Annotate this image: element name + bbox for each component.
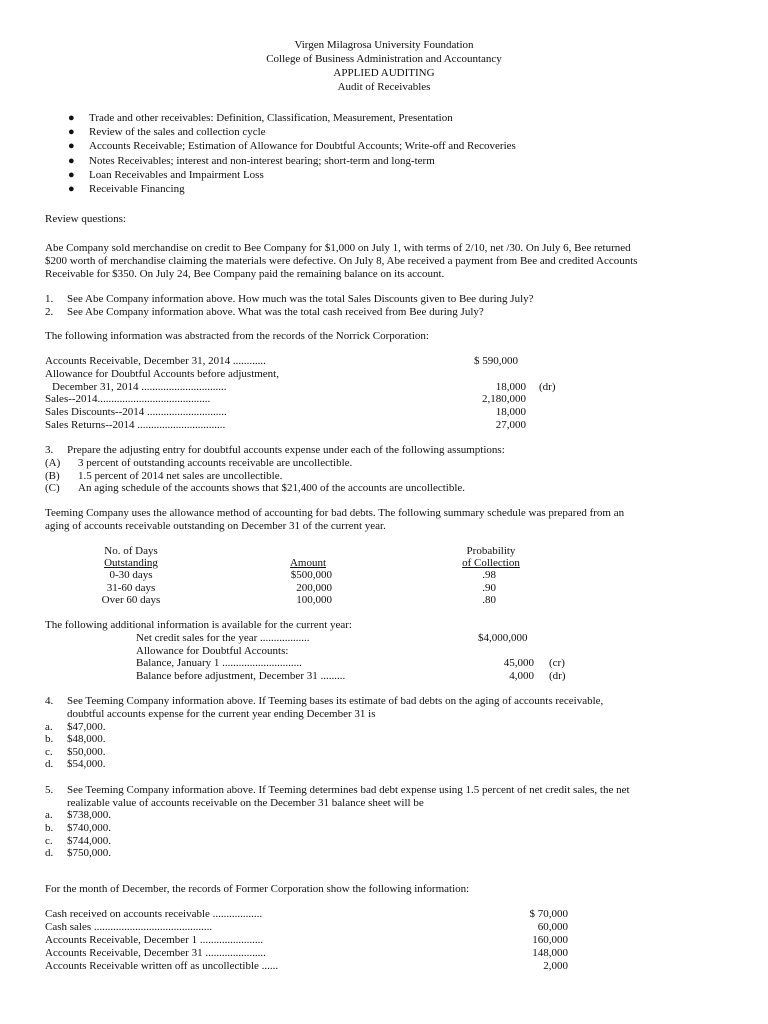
option-label: (A) bbox=[45, 457, 61, 469]
review-heading: Review questions: bbox=[45, 213, 126, 225]
former-value: 60,000 bbox=[537, 921, 568, 933]
option-text: $738,000. bbox=[67, 809, 111, 821]
norrick-value: 18,000 bbox=[495, 406, 526, 418]
bullet-icon: ● bbox=[68, 140, 75, 152]
option-label: a. bbox=[45, 721, 53, 733]
norrick-label: Sales--2014......................................... bbox=[45, 393, 211, 405]
bullet-icon: ● bbox=[68, 169, 75, 181]
option-label: a. bbox=[45, 809, 53, 821]
table-cell: 200,000 bbox=[296, 582, 332, 594]
table-cell: 0-30 days bbox=[109, 569, 153, 581]
option-label: (C) bbox=[45, 482, 60, 494]
table-cell: 31-60 days bbox=[106, 582, 156, 594]
additional-label: Allowance for Doubtful Accounts: bbox=[136, 645, 289, 657]
question-4-text: doubtful accounts expense for the current year ending December 31 is bbox=[67, 708, 376, 720]
question-4-text: See Teeming Company information above. If Teeming bases its estimate of bad debts on the aging of accounts receivable, bbox=[67, 695, 604, 707]
option-label: d. bbox=[45, 847, 54, 859]
question-3-text: Prepare the adjusting entry for doubtful accounts expense under each of the following assumptions: bbox=[67, 444, 505, 456]
option-text: An aging schedule of the accounts shows that $21,400 of the accounts are uncollectible. bbox=[78, 482, 466, 494]
additional-value: 4,000 bbox=[509, 670, 534, 682]
question-number: 4. bbox=[45, 695, 54, 707]
norrick-value: 27,000 bbox=[495, 419, 526, 431]
former-label: Cash sales ........................................... bbox=[45, 921, 213, 933]
additional-note: (dr) bbox=[549, 670, 566, 682]
question-number: 2. bbox=[45, 306, 54, 318]
column-header: Probability bbox=[466, 545, 516, 557]
bullet-icon: ● bbox=[68, 112, 75, 124]
option-text: 1.5 percent of 2014 net sales are uncollectible. bbox=[78, 470, 283, 482]
abe-paragraph-line: Abe Company sold merchandise on credit to Bee Company for $1,000 on July 1, with terms of 2/10, net /30. On July 6, Bee returned bbox=[45, 242, 631, 254]
option-label: (B) bbox=[45, 470, 60, 482]
norrick-label: Sales Returns--2014 ................................ bbox=[45, 419, 226, 431]
norrick-label: Sales Discounts--2014 ............................. bbox=[45, 406, 227, 418]
norrick-note: (dr) bbox=[539, 381, 556, 393]
norrick-label: December 31, 2014 ............................... bbox=[52, 381, 227, 393]
table-cell: $500,000 bbox=[290, 569, 332, 581]
former-value: $ 70,000 bbox=[529, 908, 568, 920]
question-number: 5. bbox=[45, 784, 54, 796]
table-cell: .90 bbox=[482, 582, 496, 594]
former-value: 2,000 bbox=[543, 960, 568, 972]
question-5-text: See Teeming Company information above. If Teeming determines bad debt expense using 1.5 percent of net credit sales, the net bbox=[67, 784, 630, 796]
bullet-icon: ● bbox=[68, 183, 75, 195]
norrick-value: 2,180,000 bbox=[482, 393, 526, 405]
option-label: c. bbox=[45, 835, 53, 847]
column-header: Outstanding bbox=[104, 557, 158, 569]
column-header: Amount bbox=[289, 557, 327, 569]
option-text: $48,000. bbox=[67, 733, 106, 745]
column-header: No. of Days bbox=[104, 545, 158, 557]
question-2-text: See Abe Company information above. What was the total cash received from Bee during July? bbox=[67, 306, 484, 318]
table-cell: 100,000 bbox=[296, 594, 332, 606]
additional-label: Net credit sales for the year .................. bbox=[136, 632, 310, 644]
norrick-intro: The following information was abstracted from the records of the Norrick Corporation: bbox=[45, 330, 429, 342]
column-header: of Collection bbox=[462, 557, 520, 569]
norrick-value: 18,000 bbox=[495, 381, 526, 393]
option-text: $54,000. bbox=[67, 758, 106, 770]
option-text: $750,000. bbox=[67, 847, 111, 859]
question-1-text: See Abe Company information above. How much was the total Sales Discounts given to Bee during July? bbox=[67, 293, 534, 305]
bullet-icon: ● bbox=[68, 155, 75, 167]
header-course: APPLIED AUDITING bbox=[333, 67, 435, 79]
additional-label: Balance, January 1 ............................. bbox=[136, 657, 302, 669]
table-cell: Over 60 days bbox=[101, 594, 161, 606]
former-label: Accounts Receivable written off as uncollectible ...... bbox=[45, 960, 279, 972]
option-text: $740,000. bbox=[67, 822, 111, 834]
former-label: Accounts Receivable, December 31 ...................... bbox=[45, 947, 266, 959]
teeming-paragraph-line: Teeming Company uses the allowance method of accounting for bad debts. The following summary schedule was prepared from an bbox=[45, 507, 625, 519]
abe-paragraph-line: Receivable for $350. On July 24, Bee Company paid the remaining balance on its account. bbox=[45, 268, 445, 280]
option-text: $744,000. bbox=[67, 835, 111, 847]
former-value: 160,000 bbox=[532, 934, 568, 946]
option-text: $50,000. bbox=[67, 746, 106, 758]
former-label: Cash received on accounts receivable .................. bbox=[45, 908, 263, 920]
bullet-icon: ● bbox=[68, 126, 75, 138]
norrick-label: Accounts Receivable, December 31, 2014 ............ bbox=[45, 355, 266, 367]
header-university: Virgen Milagrosa University Foundation bbox=[294, 39, 474, 51]
header-college: College of Business Administration and Accountancy bbox=[266, 53, 502, 65]
norrick-label: Allowance for Doubtful Accounts before adjustment, bbox=[45, 368, 279, 380]
additional-note: (cr) bbox=[549, 657, 565, 669]
question-5-text: realizable value of accounts receivable on the December 31 balance sheet will be bbox=[67, 797, 424, 809]
option-label: b. bbox=[45, 822, 54, 834]
header-topic: Audit of Receivables bbox=[337, 81, 431, 93]
additional-intro: The following additional information is available for the current year: bbox=[45, 619, 352, 631]
option-label: c. bbox=[45, 746, 53, 758]
former-intro: For the month of December, the records of Former Corporation show the following information: bbox=[45, 883, 470, 895]
question-number: 3. bbox=[45, 444, 54, 456]
additional-value: 45,000 bbox=[503, 657, 534, 669]
abe-paragraph-line: $200 worth of merchandise claiming the materials were defective. On July 8, Abe received a payment from Bee and credited Accounts bbox=[45, 255, 638, 267]
option-label: b. bbox=[45, 733, 54, 745]
additional-label: Balance before adjustment, December 31 ......... bbox=[136, 670, 346, 682]
former-value: 148,000 bbox=[532, 947, 568, 959]
norrick-value: $ 590,000 bbox=[474, 355, 518, 367]
teeming-paragraph-line: aging of accounts receivable outstanding on December 31 of the current year. bbox=[45, 520, 386, 532]
table-cell: .80 bbox=[482, 594, 496, 606]
option-text: 3 percent of outstanding accounts receivable are uncollectible. bbox=[78, 457, 353, 469]
question-number: 1. bbox=[45, 293, 54, 305]
table-cell: .98 bbox=[482, 569, 496, 581]
option-label: d. bbox=[45, 758, 54, 770]
former-label: Accounts Receivable, December 1 ....................... bbox=[45, 934, 264, 946]
additional-value: $4,000,000 bbox=[478, 632, 528, 644]
option-text: $47,000. bbox=[67, 721, 106, 733]
